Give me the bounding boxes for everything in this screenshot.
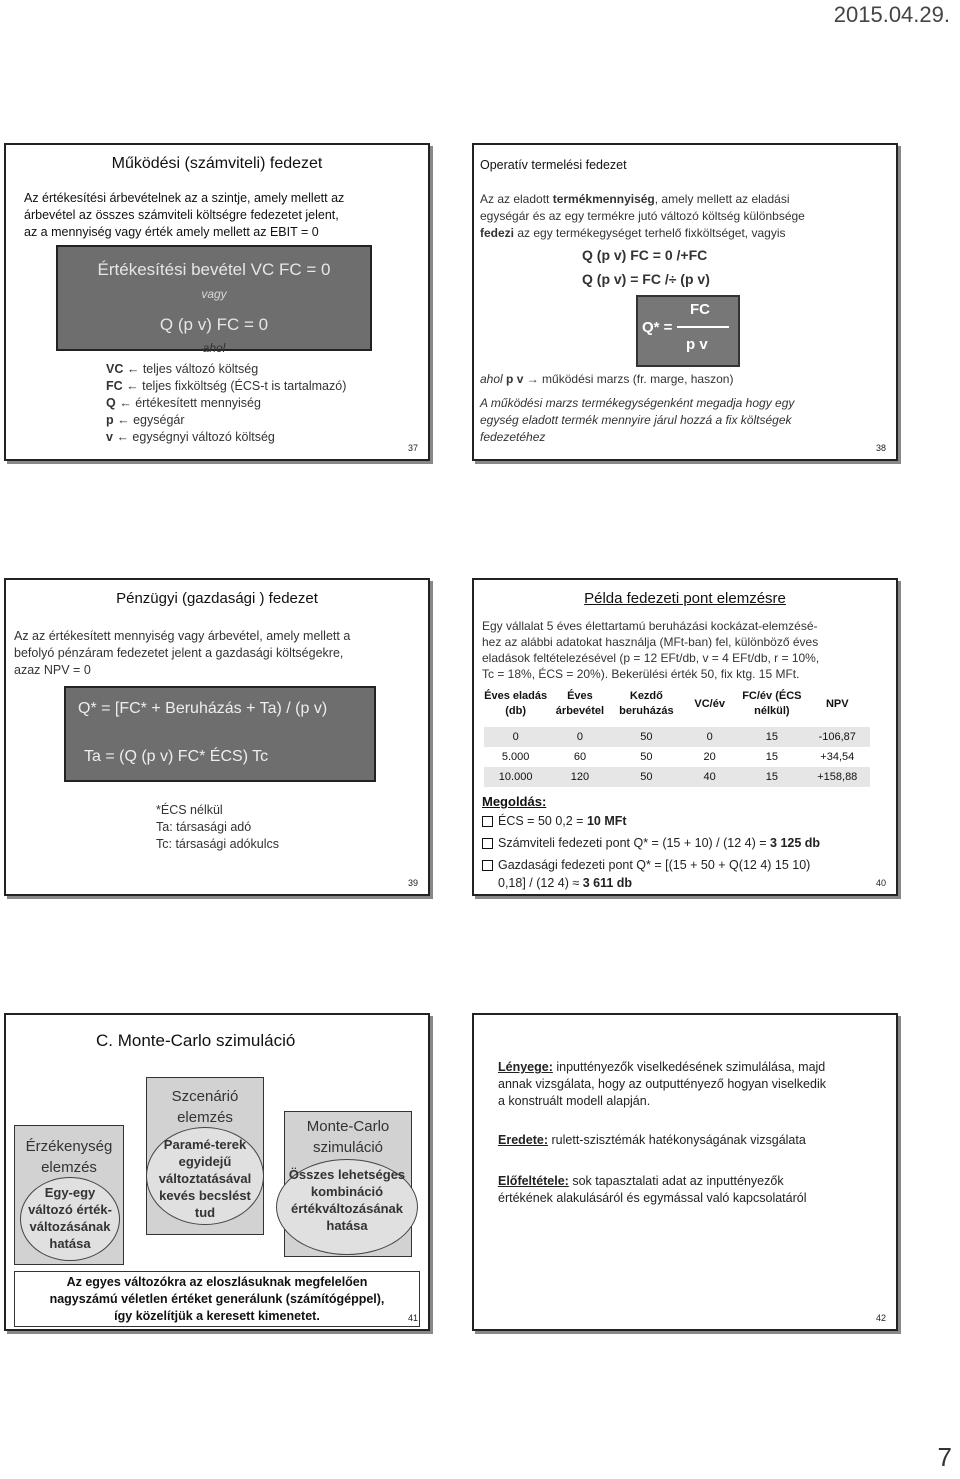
col-header: Éves eladás (db)	[484, 690, 548, 717]
col-header: FC/év (ÉCS nélkül)	[742, 690, 802, 717]
arrow-right-icon: →	[526, 372, 539, 386]
slide-title: Működési (számviteli) fedezet	[111, 155, 323, 172]
table-row: 0 0 50 0 15 -106,87	[484, 727, 870, 747]
monte-carlo-ellipse: Összes lehetséges kombináció értékváltozásának hatása	[276, 1159, 418, 1255]
summary-box: Az egyes változókra az eloszlásuknak megfelelően nagyszámú véletlen értéket generálunk (számítógéppel), így közelítjük a keresett kimenetet.	[14, 1271, 420, 1327]
col-header: NPV	[825, 697, 849, 710]
definition-item: v ← egységnyi változó költség	[106, 430, 275, 444]
solution-item: Gazdasági fedezeti pont Q* = [(15 + 50 + Q(12 4) 15 10)	[482, 856, 820, 874]
slide-title: C. Monte-Carlo szimuláció	[96, 1031, 296, 1050]
npv-table	[484, 681, 870, 787]
table-row: 5.000 60 50 20 15 +34,54	[484, 747, 870, 767]
scenario-ellipse: Paramé-terek egyidejű változtatásával kevés becslést tud	[146, 1127, 264, 1225]
col-header: VC/év	[694, 697, 725, 710]
slide-title: Pénzügyi (gazdasági ) fedezet	[116, 590, 318, 607]
formula-denominator: p v	[686, 336, 708, 353]
equation-1: Q (p v) FC = 0 /+FC	[582, 247, 708, 263]
solution-label: Megoldás:	[482, 794, 547, 809]
table-row: 10.000 120 50 40 15 +158,88	[484, 767, 870, 787]
slide-42	[472, 1013, 898, 1331]
formula-numerator: FC	[690, 301, 710, 318]
intro-line: árbevétel az összes számviteli költségre fedezetet jelent,	[24, 208, 339, 222]
formula-line-1: Q* = [FC* + Beruházás + Ta) / (p v)	[78, 700, 328, 717]
definition-item: Q ← értékesített mennyiség	[106, 396, 261, 410]
page-number: 7	[937, 1442, 952, 1472]
col-header: Éves árbevétel	[555, 690, 605, 717]
slide-38	[472, 143, 898, 461]
definition-text: Az az eladott termékmennyiség, amely mellett az eladási egységár és az egy termékre jutó változó költség különbsége fedezi az egy termékegységet terhelő fixköltséget, vagyis	[480, 192, 805, 240]
where-label: ahol	[202, 341, 226, 355]
box-title: Szcenárió elemzés	[171, 1088, 239, 1126]
sensitivity-ellipse: Egy-egy változó érték-változásának hatása	[20, 1177, 120, 1261]
example-text: Egy vállalat 5 éves élettartamú beruházási kockázat-elemzésé- hez az alábbi adatokat használja (MFt-ban) fel, különböző éves eladások feltételezésével (p = 12 EFt/db, v = 4 EFt/db, r = 10%, Tc = 18%, ÉCS = 20%). Bekerülési érték 50, fix ktg. 15 MFt.	[482, 619, 820, 681]
slide-41	[4, 1013, 430, 1331]
italic-note: A működési marzs termékegységenként megadja hogy egy egység eladott termék mennyire járul hozzá a fix költségek fedezetéhez	[480, 396, 795, 444]
intro-text	[24, 190, 344, 241]
page-date: 2015.04.29.	[833, 2, 950, 27]
solution-list	[482, 812, 820, 892]
definition-item: VC ← teljes változó költség	[106, 362, 259, 376]
checkbox-bullet-icon	[482, 860, 493, 871]
slide-number: 41	[407, 1313, 418, 1323]
arrow-left-icon: ←	[126, 379, 139, 393]
formula-line-2: Q (p v) FC = 0	[159, 315, 269, 334]
prerequisite-paragraph: Előfeltétele: sok tapasztalati adat az inputtényezők értékének alakulásáról és egymással való kapcsolatáról	[498, 1174, 807, 1205]
formula-q: Q* =	[642, 319, 673, 336]
formula-line-1: Értékesítési bevétel VC FC = 0	[97, 260, 331, 279]
col-header: Kezdő beruházás	[619, 690, 674, 717]
arrow-left-icon: ←	[126, 362, 140, 376]
formula-line-2: Ta = (Q (p v) FC* ÉCS) Tc	[84, 748, 269, 765]
box-title: Érzékenység elemzés	[25, 1138, 113, 1176]
origin-paragraph: Eredete: rulett-szisztémák hatékonyságának vizsgálata	[498, 1133, 806, 1147]
fraction-line	[677, 326, 729, 328]
notes: *ÉCS nélkül Ta: társasági adó Tc: társasági adókulcs	[156, 803, 279, 851]
formula-or: vagy	[201, 287, 227, 301]
box-title: Monte-Carlo szimuláció	[306, 1118, 390, 1156]
intro-line: az a mennyiség vagy érték amely mellett az EBIT = 0	[24, 225, 319, 239]
definition-item: p ← egységár	[106, 413, 185, 427]
checkbox-bullet-icon	[482, 816, 493, 827]
margin-note: ahol p v → működési marzs (fr. marge, haszon)	[480, 372, 734, 386]
slide-number: 39	[407, 878, 418, 888]
slide-40	[472, 578, 898, 896]
arrow-left-icon: ←	[119, 396, 132, 410]
solution-item: ÉCS = 50 0,2 = 10 MFt	[482, 812, 820, 830]
table-header-row	[484, 681, 870, 727]
slide-number: 37	[407, 443, 418, 453]
checkbox-bullet-icon	[482, 838, 493, 849]
essence-paragraph: Lényege: inputtényezők viselkedésének szimulálása, majd annak vizsgálata, hogy az outputtényező hogyan viselkedik a konstruált modell alapján.	[498, 1060, 826, 1108]
definition-text: Az az értékesített mennyiség vagy árbevétel, amely mellett a befolyó pénzáram fedezetet jelent a gazdasági költségekre, azaz NPV = 0	[14, 629, 351, 677]
solution-item: Számviteli fedezeti pont Q* = (15 + 10) / (12 4) = 3 125 db	[482, 834, 820, 852]
slide-39	[4, 578, 430, 896]
slide-number: 38	[875, 443, 886, 453]
arrow-left-icon: ←	[117, 413, 130, 427]
arrow-left-icon: ←	[116, 430, 129, 444]
slide-number: 42	[875, 1313, 886, 1323]
intro-line: Az értékesítési árbevételnek az a szintje, amely mellett az	[24, 191, 345, 205]
definition-item: FC ← teljes fixköltség (ÉCS-t is tartalmazó)	[106, 379, 347, 393]
slide-number: 40	[875, 878, 886, 888]
solution-item-cont: 0,18] / (12 4) ≈ 3 611 db	[498, 876, 633, 890]
slide-37	[4, 143, 430, 461]
definition-list	[106, 361, 346, 446]
slide-title: Példa fedezeti pont elemzésre	[584, 590, 786, 607]
slide-title: Operatív termelési fedezet	[480, 158, 627, 172]
equation-2: Q (p v) = FC /÷ (p v)	[582, 271, 710, 287]
